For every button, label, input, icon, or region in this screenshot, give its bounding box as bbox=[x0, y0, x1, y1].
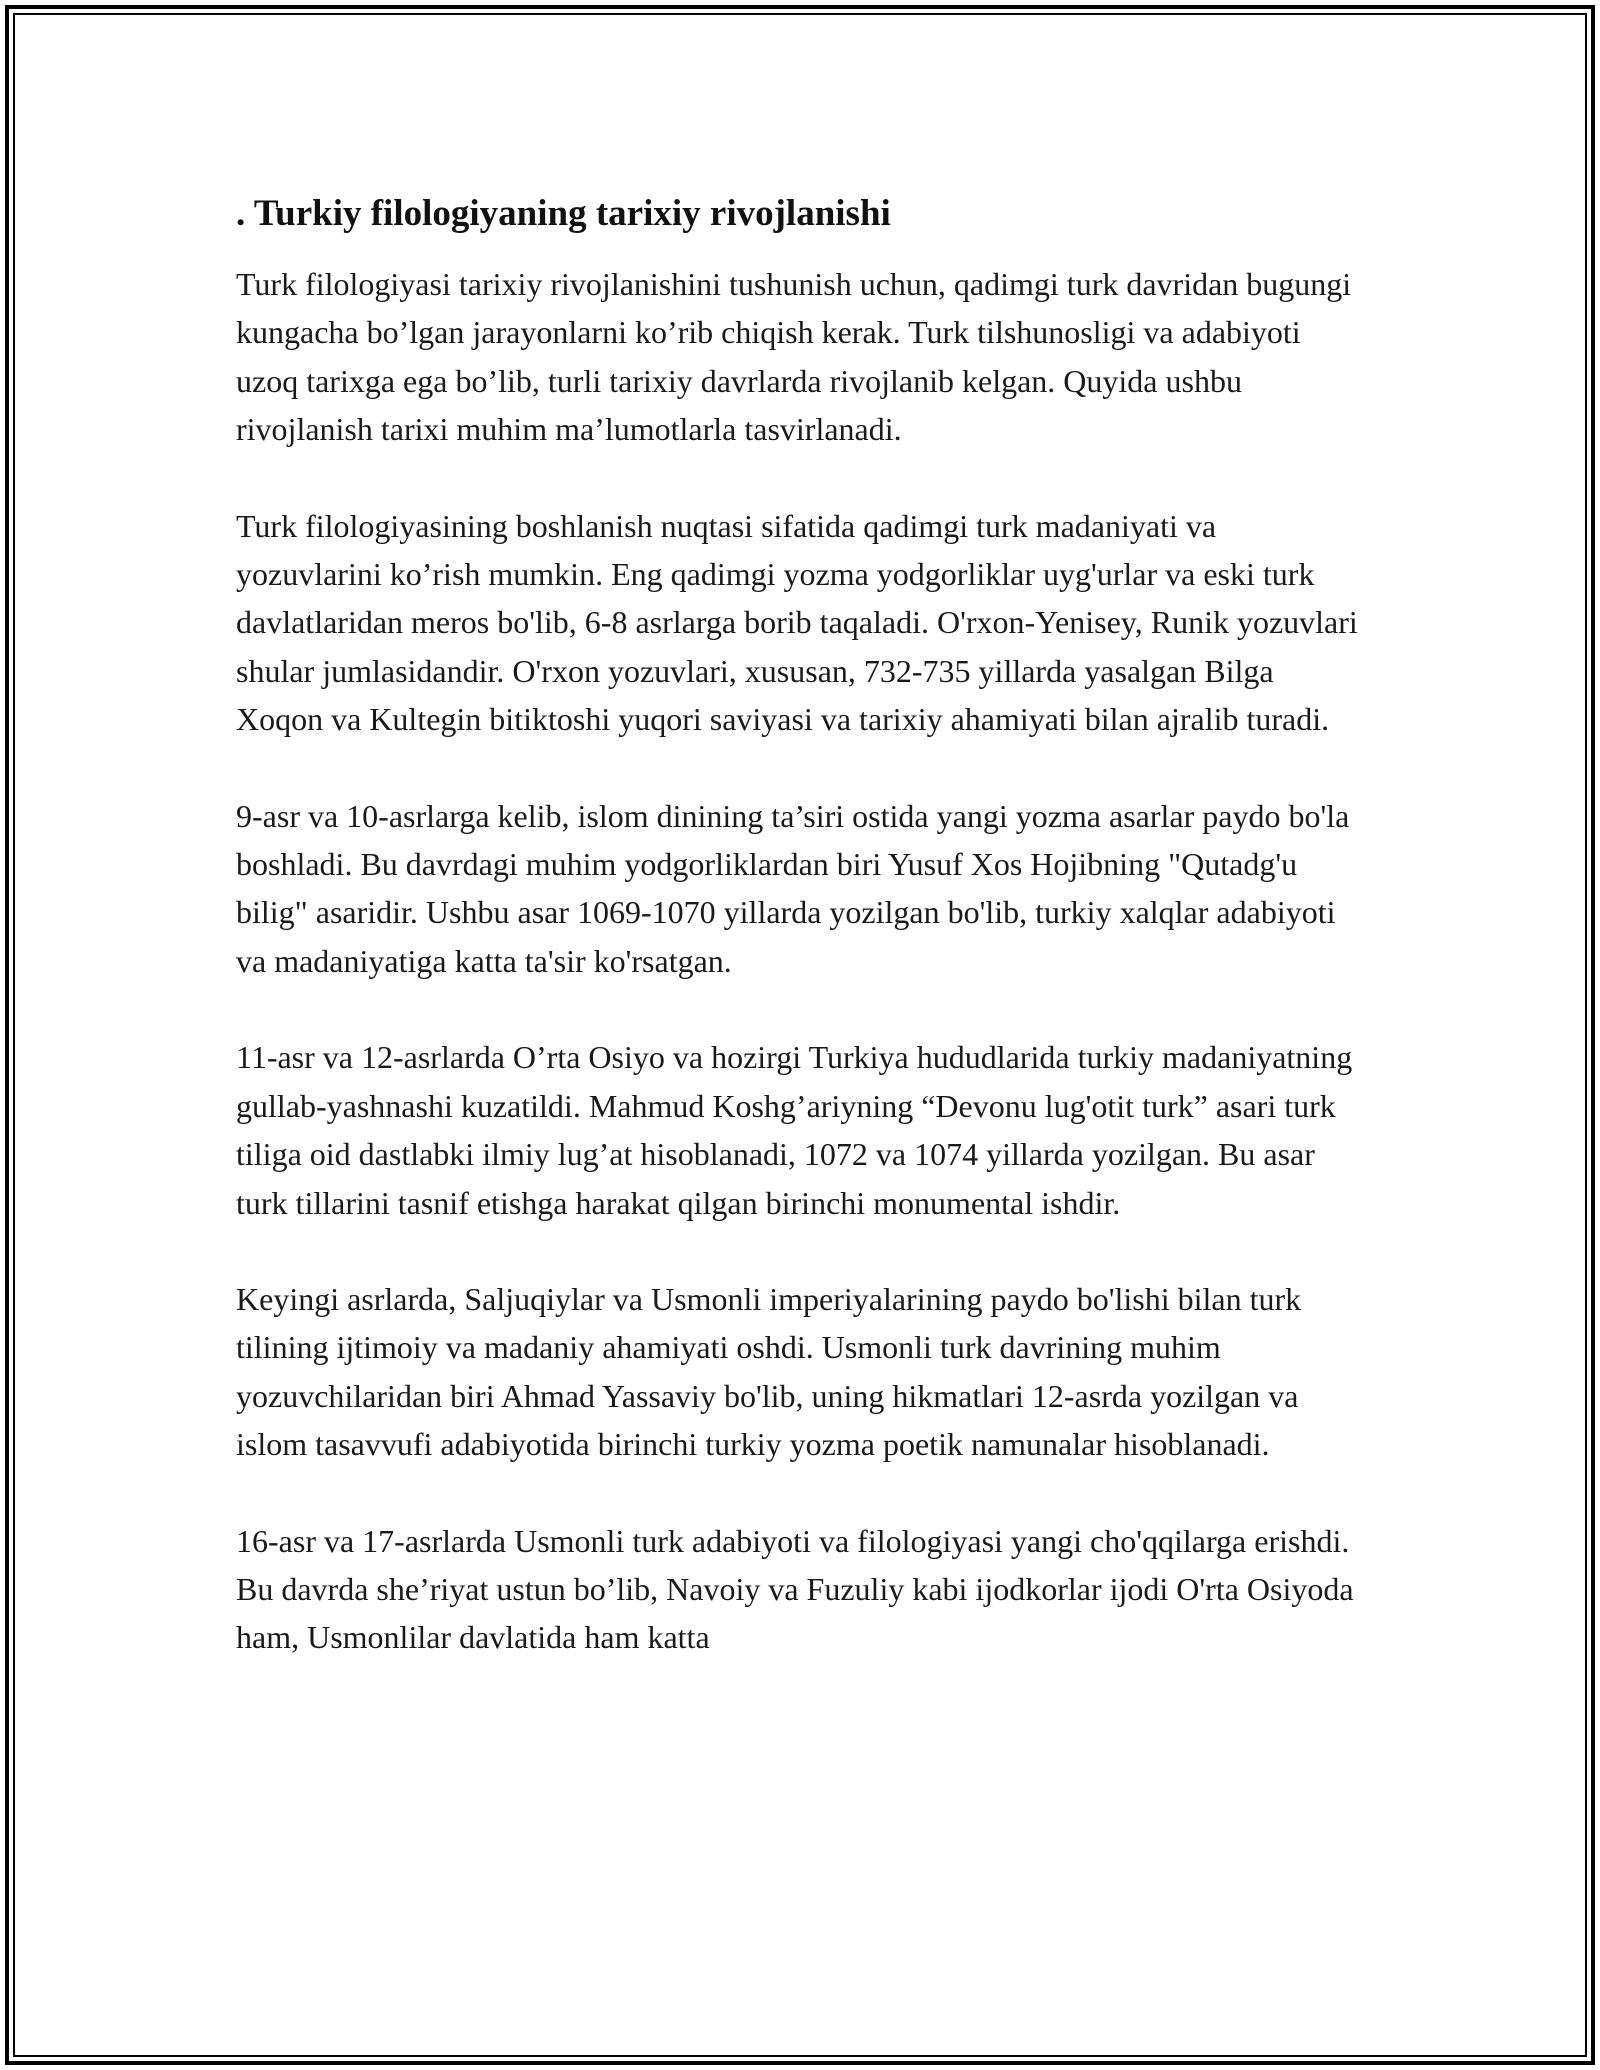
paragraph-11-12-centuries: 11-asr va 12-asrlarda O’rta Osiyo va hozirgi Turkiya hududlarida turkiy madaniyatning gullab-yashnashi kuzatildi. Mahmud Koshg’ariyning “Devonu lug'otit turk” asari turk tiliga oid dastlabki ilmiy lug’at hisoblanadi, 1072 va 1074 yillarda yozilgan. Bu asar turk tillarini tasnif etishga harakat qilgan birinchi monumental ishdir. bbox=[236, 1039, 1353, 1221]
paragraph-16-17-centuries: 16-asr va 17-asrlarda Usmonli turk adabiyoti va filologiyasi yangi cho'qqilarga erishdi. Bu davrda she’riyat ustun bo’lib, Navoiy va Fuzuliy kabi ijodkorlar ijodi O'rta Osiyoda ham, Usmonlilar davlatida ham katta bbox=[236, 1522, 1354, 1656]
paragraph-later-centuries: Keyingi asrlarda, Saljuqiylar va Usmonli imperiyalarining paydo bo'lishi bilan turk tilining ijtimoiy va madaniy ahamiyati oshdi. Usmonli turk davrining muhim yozuvchilaridan biri Ahmad Yassaviy bo'lib, uning hikmatlari 12-asrda yozilgan va islom tasavvufi adabiyotida birinchi turkiy yozma poetik namunalar hisoblanadi. bbox=[236, 1280, 1302, 1463]
paragraph-intro: Turk filologiyasi tarixiy rivojlanishini tushunish uchun, qadimgi turk davridan bugungi kungacha bo’lgan jarayonlarni ko’rib chiqish kerak. Turk tilshunosligi va adabiyoti uzoq tarixga ega bo’lib, turli tarixiy davrlarda rivojlanib kelgan. Quyida ushbu rivojlanish tarixi muhim ma’lumotlarla tasvirlanadi. bbox=[236, 266, 1352, 448]
paragraph-ancient-writings: Turk filologiyasining boshlanish nuqtasi sifatida qadimgi turk madaniyati va yozuvlarini ko’rish mumkin. Eng qadimgi yozma yodgorliklar uyg'urlar va eski turk davlatlaridan meros bo'lib, 6-8 asrlarga borib taqaladi. O'rxon-Yenisey, Runik yozuvlari shular jumlasidandir. O'rxon yozuvlari, xususan, 732-735 yillarda yasalgan Bilga Xoqon va Kultegin bitiktoshi yuqori saviyasi va tarixiy ahamiyati bilan ajralib turadi. bbox=[236, 507, 1358, 738]
document-body bbox=[236, 186, 1366, 1662]
paragraph-9-10-centuries: 9-asr va 10-asrlarga kelib, islom dinining ta’siri ostida yangi yozma asarlar paydo bo'la boshladi. Bu davrdagi muhim yodgorliklardan biri Yusuf Xos Hojibning "Qutadg'u bilig" asaridir. Ushbu asar 1069-1070 yillarda yozilgan bo'lib, turkiy xalqlar adabiyoti va madaniyatiga katta ta'sir ko'rsatgan. bbox=[236, 797, 1350, 979]
document-title: . Turkiy filologiyaning tarixiy rivojlanishi bbox=[236, 193, 891, 234]
